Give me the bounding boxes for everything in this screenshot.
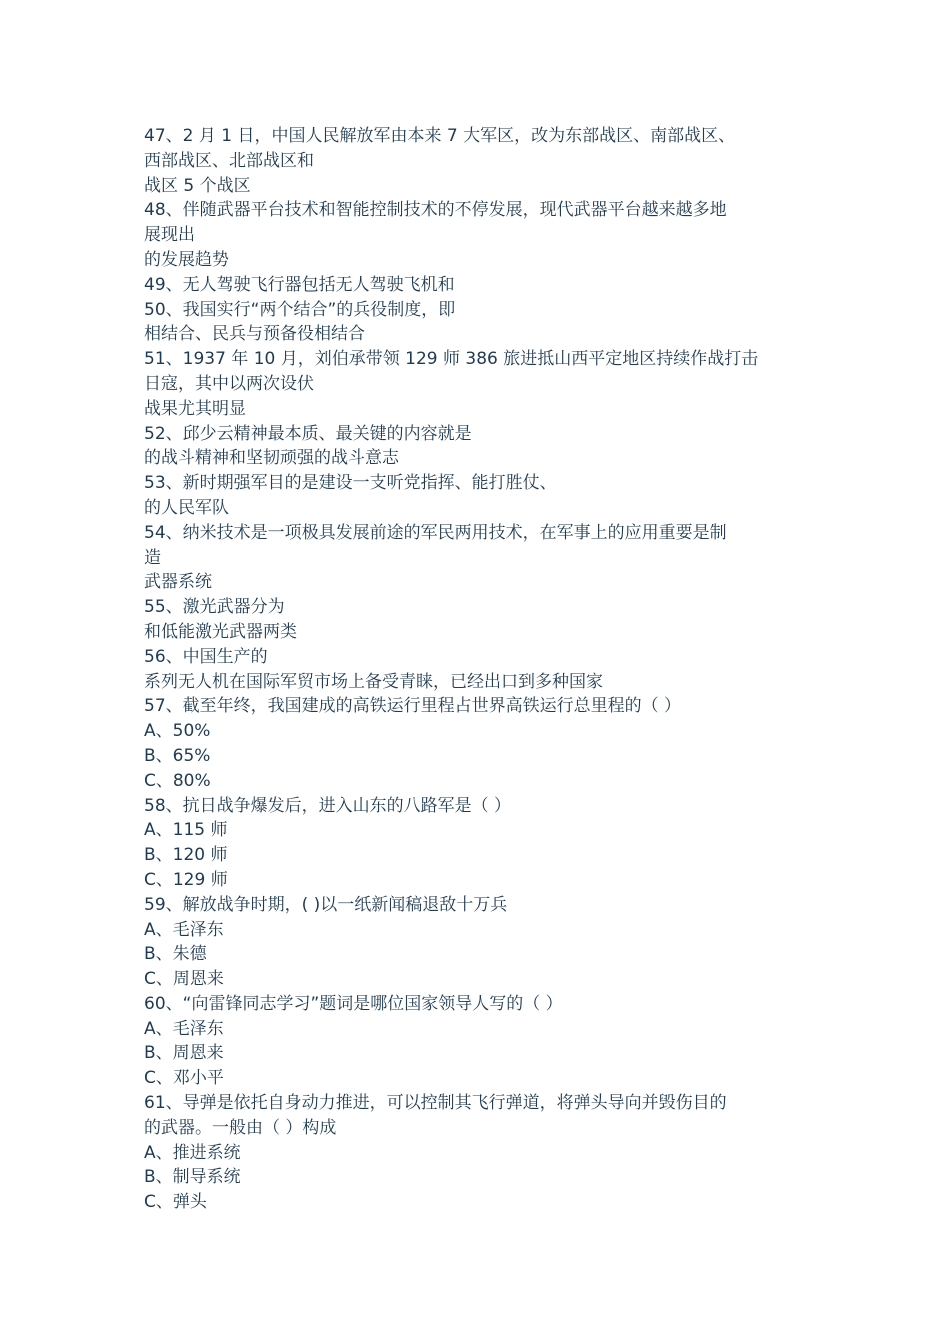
text-line-q48-1: 48、伴随武器平台技术和智能控制技术的不停发展，现代武器平台越来越多地 (144, 200, 727, 221)
text-line-q52-2: 的战斗精神和坚韧顽强的战斗意志 (144, 448, 399, 469)
text-line-q51-1: 51、1937 年 10 月，刘伯承带领 129 师 386 旅进抵山西平定地区持续作战打击 (144, 349, 759, 370)
text-line-q58: 58、抗日战争爆发后，进入山东的八路军是（ ） (144, 795, 512, 816)
text-line-q57: 57、截至年终，我国建成的高铁运行里程占世界高铁运行总里程的（ ） (144, 696, 682, 717)
text-line-q48-2: 展现出 (144, 225, 195, 246)
text-line-q51-3: 战果尤其明显 (144, 398, 246, 419)
option-q58-b: B、120 师 (144, 845, 228, 866)
option-q59-a: A、毛泽东 (144, 919, 224, 940)
document-body (144, 124, 804, 1215)
text-line-q55-1: 55、激光武器分为 (144, 597, 285, 618)
option-q61-c: C、弹头 (144, 1192, 207, 1213)
text-line-q51-2: 日寇，其中以两次设伏 (144, 373, 314, 394)
option-q59-c: C、周恩来 (144, 969, 224, 990)
text-line-q56-2: 系列无人机在国际军贸市场上备受青睐，已经出口到多种国家 (144, 671, 603, 692)
option-q58-c: C、129 师 (144, 869, 228, 890)
option-q59-b: B、朱德 (144, 944, 207, 965)
text-line-q47-1: 47、2 月 1 日，中国人民解放军由本来 7 大军区，改为东部战区、南部战区、 (144, 126, 736, 146)
text-line-q61-1: 61、导弹是依托自身动力推进，可以控制其飞行弹道，将弹头导向并毁伤目的 (144, 1093, 727, 1114)
option-q57-b: B、65% (144, 745, 211, 766)
text-line-q47-2: 西部战区、北部战区和 (144, 150, 314, 171)
option-q58-a: A、115 师 (144, 820, 228, 841)
text-line-q59: 59、解放战争时期，( )以一纸新闻稿退敌十万兵 (144, 894, 508, 915)
option-q60-b: B、周恩来 (144, 1043, 224, 1064)
option-q60-c: C、邓小平 (144, 1068, 224, 1089)
text-line-q50-2: 相结合、民兵与预备役相结合 (144, 324, 365, 345)
text-line-q53-2: 的人民军队 (144, 497, 229, 518)
option-q57-c: C、80% (144, 770, 211, 791)
text-line-q52-1: 52、邱少云精神最本质、最关键的内容就是 (144, 423, 472, 444)
text-line-q56-1: 56、中国生产的 (144, 646, 268, 667)
text-line-q60: 60、“向雷锋同志学习”题词是哪位国家领导人写的（ ） (144, 993, 563, 1014)
option-q57-a: A、50% (144, 721, 211, 742)
text-line-q54-2: 造 (144, 547, 161, 568)
option-q61-b: B、制导系统 (144, 1167, 241, 1188)
text-line-q48-3: 的发展趋势 (144, 249, 229, 270)
text-line-q54-1: 54、纳米技术是一项极具发展前途的军民两用技术，在军事上的应用重要是制 (144, 522, 727, 543)
text-line-q49: 49、无人驾驶飞行器包括无人驾驶飞机和 (144, 274, 455, 295)
text-line-q54-3: 武器系统 (144, 572, 212, 593)
text-line-q53-1: 53、新时期强军目的是建设一支听党指挥、能打胜仗、 (144, 473, 557, 494)
option-q61-a: A、推进系统 (144, 1142, 241, 1163)
text-line-q50-1: 50、我国实行“两个结合”的兵役制度，即 (144, 299, 456, 320)
text-line-q55-2: 和低能激光武器两类 (144, 621, 297, 642)
text-line-q61-2: 的武器。一般由（ ）构成 (144, 1117, 337, 1138)
option-q60-a: A、毛泽东 (144, 1018, 224, 1039)
text-line-q47-3: 战区 5 个战区 (144, 175, 251, 196)
